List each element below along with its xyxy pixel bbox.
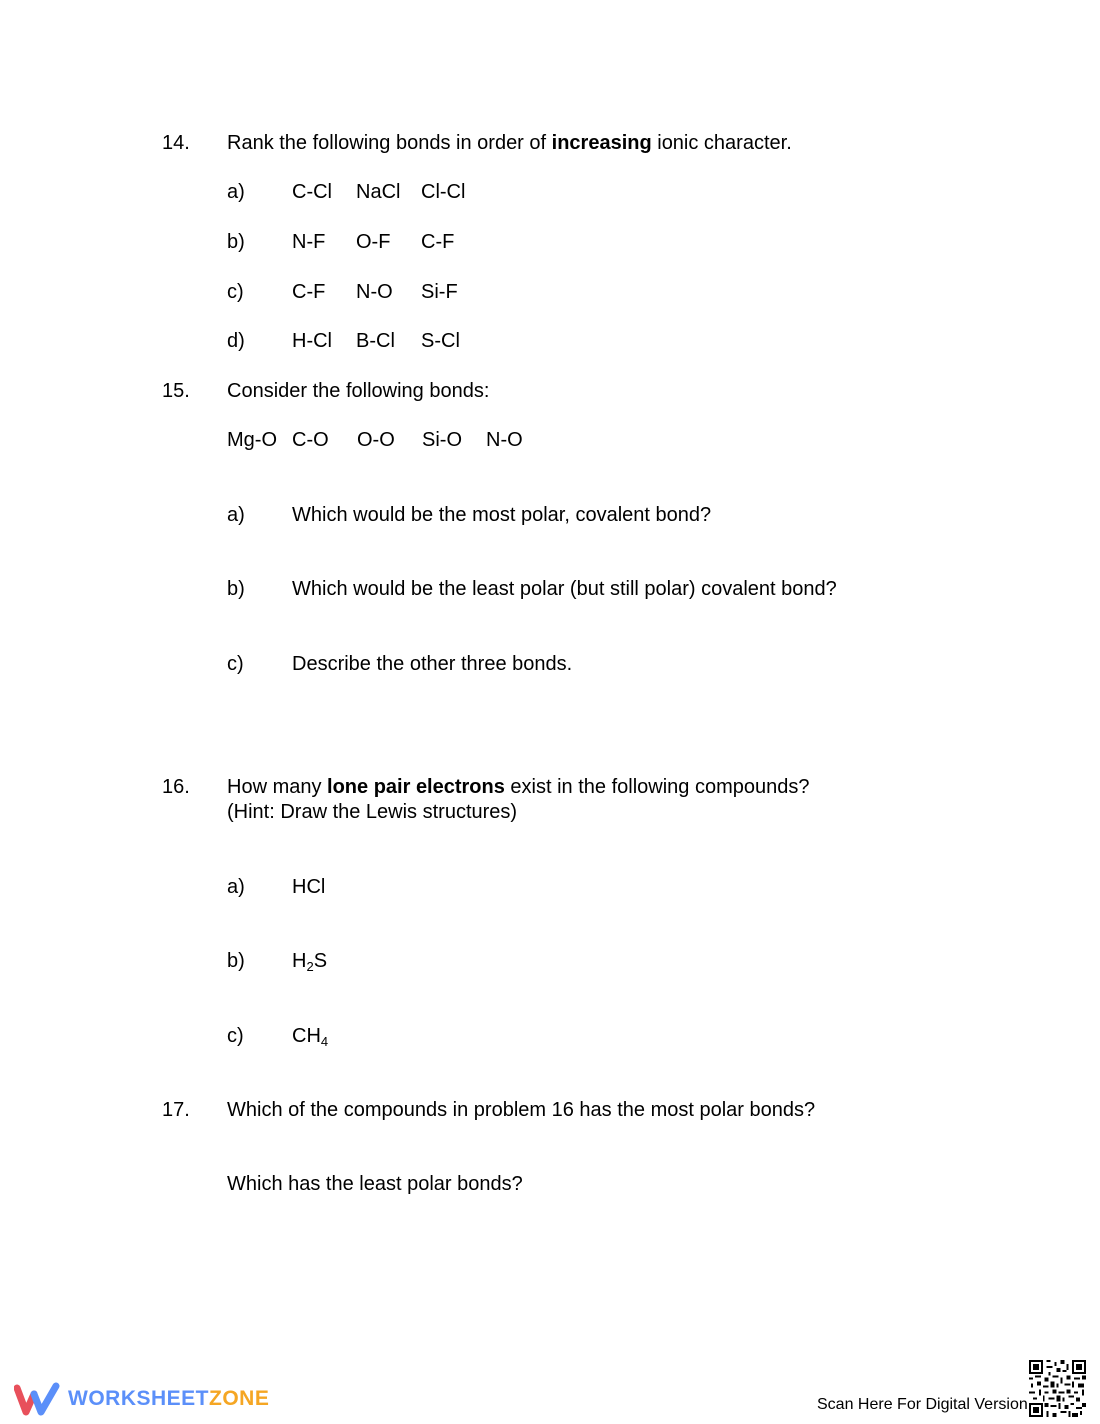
q16-formula-a: HCl <box>292 876 326 898</box>
q14-label-d: d) <box>227 330 245 352</box>
bond-option: Mg-O <box>227 429 277 451</box>
bond-option: C-Cl <box>292 181 332 203</box>
bond-option: N-F <box>292 231 326 253</box>
brand-name: WORKSHEETZONE <box>68 1387 270 1410</box>
q15-bond-list <box>227 428 523 452</box>
bond-option: S-Cl <box>421 330 460 352</box>
bond-option: H-Cl <box>292 330 332 352</box>
q17-prompt: Which of the compounds in problem 16 has the most polar bonds? <box>227 1099 816 1121</box>
q16-hint: (Hint: Draw the Lewis structures) <box>227 801 518 823</box>
bond-option: N-O <box>356 281 393 303</box>
q15-label-c: c) <box>227 653 244 675</box>
q15-question-a: Which would be the most polar, covalent bond? <box>292 504 712 526</box>
bond-option: NaCl <box>356 181 401 203</box>
q16-formula-b: $H_2S$ <box>292 950 328 974</box>
q14-options-b <box>292 230 454 254</box>
q16-formula-c: $CH_4$ <box>292 1025 329 1049</box>
q14-options-a <box>292 180 465 204</box>
q16-prompt: How many lone pair electrons exist in the following compounds? <box>227 776 810 798</box>
q15-label-a: a) <box>227 504 245 526</box>
q15-question-b: Which would be the least polar (but still polar) covalent bond? <box>292 578 837 600</box>
bond-option: N-O <box>486 429 523 451</box>
q17-number: 17. <box>162 1099 190 1121</box>
q14-prompt: Rank the following bonds in order of increasing ionic character. <box>227 132 792 154</box>
q16-label-c: c) <box>227 1025 244 1047</box>
bond-option: O-F <box>356 231 391 253</box>
q14-number: 14. <box>162 132 190 154</box>
logo-mark-icon <box>14 1382 60 1416</box>
q15-number: 15. <box>162 380 190 402</box>
scan-caption: Scan Here For Digital Version <box>817 1396 1028 1413</box>
q16-label-a: a) <box>227 876 245 898</box>
q15-prompt: Consider the following bonds: <box>227 380 490 402</box>
bond-option: C-O <box>292 429 329 451</box>
bond-option: C-F <box>292 281 326 303</box>
q14-label-c: c) <box>227 281 244 303</box>
bond-option: C-F <box>421 231 455 253</box>
q17-followup: Which has the least polar bonds? <box>227 1173 523 1195</box>
bond-option: Cl-Cl <box>421 181 466 203</box>
q16-number: 16. <box>162 776 190 798</box>
q14-options-c <box>292 280 458 304</box>
q15-question-c: Describe the other three bonds. <box>292 653 573 675</box>
q14-label-a: a) <box>227 181 245 203</box>
q14-options-d <box>292 329 460 353</box>
bond-option: O-O <box>357 429 395 451</box>
q16-label-b: b) <box>227 950 245 972</box>
q14-label-b: b) <box>227 231 245 253</box>
bond-option: Si-F <box>421 281 458 303</box>
worksheetzone-logo <box>14 1382 269 1416</box>
qr-code-icon[interactable] <box>1029 1360 1086 1417</box>
bond-option: B-Cl <box>356 330 395 352</box>
q15-label-b: b) <box>227 578 245 600</box>
bond-option: Si-O <box>422 429 462 451</box>
